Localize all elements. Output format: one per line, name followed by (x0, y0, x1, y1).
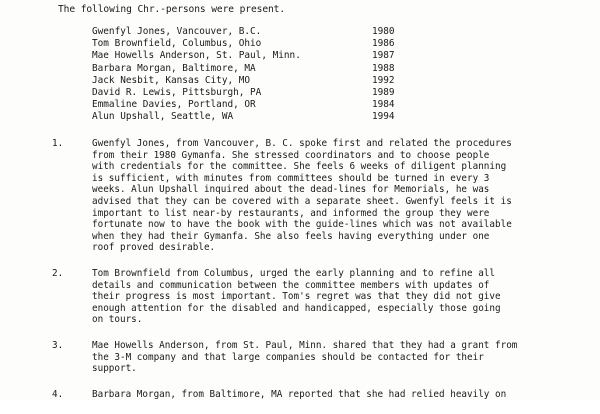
item-text (92, 138, 562, 254)
attendee-year: 1994 (372, 111, 395, 123)
minutes-item (52, 389, 562, 401)
attendee-row (92, 111, 412, 123)
item-line: fortunate now to have the book with the guide-lines which was not available (92, 219, 512, 231)
item-line: roof proved desirable. (92, 242, 216, 254)
attendee-list (92, 26, 412, 124)
attendee-name: David R. Lewis, Pittsburgh, PA (92, 87, 262, 99)
attendee-name: Alun Upshall, Seattle, WA (92, 111, 234, 123)
attendee-row (92, 63, 412, 75)
item-line: Tom Brownfield from Columbus, urged the early planning and to refine all (92, 267, 495, 279)
attendee-name: Emmaline Davies, Portland, OR (92, 99, 256, 111)
item-line: is sufficient, with minutes from committees should be turned in every 3 (92, 172, 490, 184)
item-line: their progress is most important. Tom's regret was that they did not give (92, 291, 501, 303)
attendee-row (92, 26, 412, 38)
item-line: Mae Howells Anderson, from St. Paul, Minn. shared that they had a grant from (92, 339, 518, 351)
item-line: with credentials for the committee. She feels 6 weeks of diligent planning (92, 161, 507, 173)
item-number: 3. (52, 339, 64, 351)
attendee-name: Tom Brownfield, Columbus, Ohio (92, 38, 262, 50)
item-line: advised that they can be covered with a separate sheet. Gwenfyl feels it is (92, 195, 512, 207)
item-line: Gwenfyl Jones, from Vancouver, B. C. spoke first and related the procedures (92, 138, 512, 149)
attendee-row (92, 87, 412, 99)
attendee-name: Barbara Morgan, Baltimore, MA (92, 62, 256, 74)
attendee-name: Mae Howells Anderson, St. Paul, Minn. (92, 50, 301, 62)
attendee-row (92, 99, 412, 111)
attendee-year: 1980 (372, 26, 395, 37)
item-text (92, 268, 562, 326)
item-line: weeks. Alun Upshall inquired about the dead-lines for Memorials, he was (92, 184, 490, 196)
item-line: important to list near-by restaurants, and informed the group they were (92, 207, 490, 219)
item-number: 4. (52, 388, 64, 400)
item-line: from their 1980 Gymanfa. She stressed coordinators and to choose people (92, 149, 490, 161)
item-line: details and communication between the committee members with updates of (92, 279, 490, 291)
item-number: 1. (52, 138, 64, 149)
attendee-year: 1987 (372, 50, 395, 62)
attendee-year: 1988 (372, 62, 395, 74)
attendee-year: 1986 (372, 38, 395, 50)
item-line: the 3-M company and that large companies should be contacted for their (92, 351, 484, 363)
attendee-year: 1984 (372, 99, 395, 111)
minutes-item (52, 340, 562, 375)
item-line: on tours. (92, 314, 143, 326)
minutes-item (52, 138, 562, 254)
attendee-year: 1989 (372, 87, 395, 99)
item-line: enough attention for the disabled and handicapped, especially those going (92, 302, 501, 314)
minutes-items (52, 138, 562, 414)
item-line: support. (92, 363, 137, 375)
item-number: 2. (52, 267, 64, 279)
item-line: Barbara Morgan, from Baltimore, MA reported that she had relied heavily on (92, 388, 507, 400)
item-line: when they had their Gymanfa. She also feels having everything under one (92, 230, 490, 242)
attendee-row (92, 38, 412, 50)
minutes-item (52, 268, 562, 326)
attendee-year: 1992 (372, 74, 395, 86)
item-text (92, 340, 562, 375)
item-text (92, 389, 562, 401)
attendee-name: Gwenfyl Jones, Vancouver, B.C. (92, 26, 262, 37)
intro-text: The following Chr.-persons were present. (58, 4, 286, 15)
attendee-name: Jack Nesbit, Kansas City, MO (92, 74, 251, 86)
attendee-row (92, 50, 412, 62)
attendee-row (92, 75, 412, 87)
